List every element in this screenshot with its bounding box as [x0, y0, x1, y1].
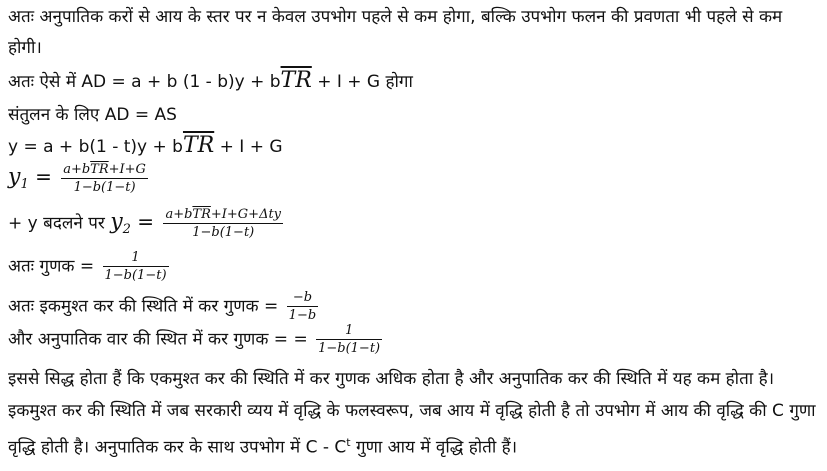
- y2-fraction: $\frac{a+b\overline{TR}+I+G+\Delta ty}{1-b(1-t)}$: [165, 207, 282, 240]
- proportional-multiplier: और अनुपातिक वार की स्थित में कर गुणक = = $\frac{1}{1-b(1-t)}$: [8, 323, 381, 356]
- y-equation: $y = a + b(1 - t)y + b\overline{TR} + I + G$: [8, 133, 283, 158]
- final-paragraph: इकमुश्त कर की स्थिति में जब सरकारी व्यय में वृद्धि के फलस्वरूप, जब आय में वृद्धि होती है तो उपभोग में आय की वृद्धि की C गुणा वृद्धि होती है। अनुपातिक कर के साथ उपभोग में C - $C^t$ गुणा आय में वृद्धि होती हैं।: [8, 401, 816, 458]
- lump-sum-fraction: $\frac{-b}{1-b}$: [288, 290, 317, 323]
- conclusion: इससे सिद्ध होता हैं कि एकमुश्त कर की स्थिति में कर गुणक अधिक होता है और अनुपातिक कर की स्थिति में यह कम होता है।: [8, 369, 775, 389]
- ad-equation: अतः ऐसे में AD = a + b $(1 - b)y + b\overline{TR} + I + G$ होगा: [8, 68, 413, 93]
- proportional-fraction: $\frac{1}{1-b(1-t)}$: [318, 323, 381, 356]
- y1-fraction: $\frac{a+b\overline{TR}+I+G}{1-b(1-t)}$: [63, 162, 146, 195]
- paragraph-top: अतः अनुपातिक करों से आय के स्तर पर न केवल उपभोग पहले से कम होगा, बल्कि उपभोग फलन की प्रवणता भी पहले से कम होगी।: [8, 7, 783, 58]
- y1-equation: $y_1$ = $\frac{a+b\overline{TR}+I+G}{1-b(1-t)}$: [8, 162, 146, 195]
- lump-sum-multiplier: अतः इकमुश्त कर की स्थिति में कर गुणक = $\frac{-b}{1-b}$: [8, 290, 317, 323]
- multiplier-equation: अतः गुणक = $\frac{1}{1-b(1-t)}$: [8, 250, 167, 283]
- tr-overline: $\overline{TR}$: [182, 133, 215, 158]
- tr-overline: $\overline{TR}$: [280, 68, 312, 93]
- equilibrium-condition: संतुलन के लिए AD = AS: [8, 105, 177, 125]
- y2-equation: + y बदलने पर $y_2$ = $\frac{a+b\overline{TR}+I+G+\Delta ty}{1-b(1-t)}$: [8, 207, 282, 240]
- multiplier-fraction: $\frac{1}{1-b(1-t)}$: [104, 250, 167, 283]
